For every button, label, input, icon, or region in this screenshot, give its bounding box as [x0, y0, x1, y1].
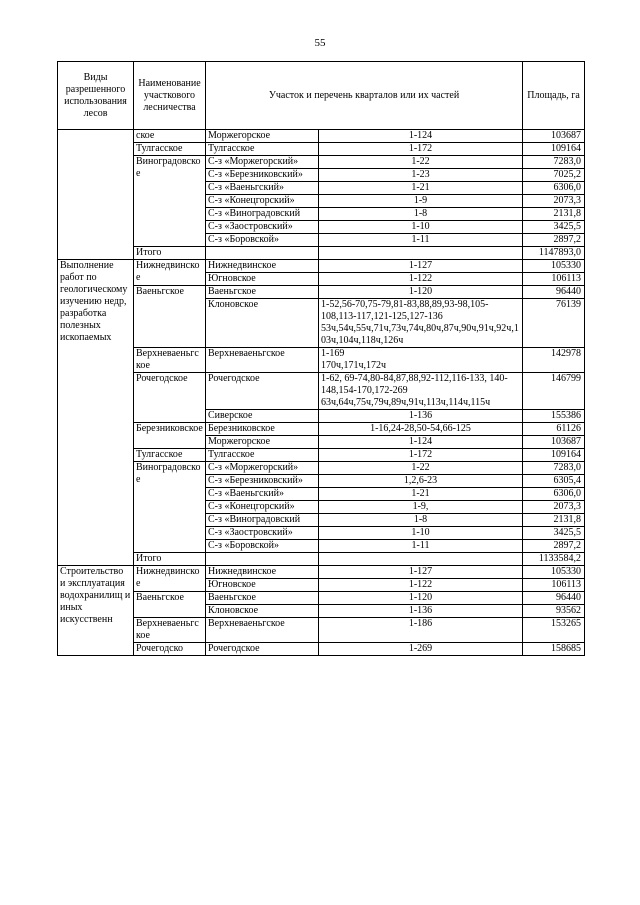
table-row: [58, 618, 585, 643]
forestry-cell: Нижнедвинское: [134, 260, 206, 286]
table-row: [58, 462, 585, 475]
area-cell: 96440: [523, 286, 585, 299]
plot-cell: Ваеньгское: [206, 592, 319, 605]
plot-cell: Верхневаеньгское: [206, 618, 319, 643]
quarters-cell: 1-122: [319, 273, 523, 286]
table-row: [58, 566, 585, 579]
use-type-cell: [58, 130, 134, 260]
area-cell: 106113: [523, 273, 585, 286]
area-cell: 2073,3: [523, 195, 585, 208]
table-row: [58, 449, 585, 462]
plot-cell: С-з «Боровской»: [206, 234, 319, 247]
plot-cell: Березниковское: [206, 423, 319, 436]
plot-cell: Рочегодское: [206, 643, 319, 656]
plot-cell: С-з «Конецгорский»: [206, 195, 319, 208]
area-cell: 105330: [523, 566, 585, 579]
forestry-cell: Тулгасское: [134, 143, 206, 156]
plot-cell: Моржегорское: [206, 130, 319, 143]
forestry-cell: ское: [134, 130, 206, 143]
plot-cell: С-з «Боровской»: [206, 540, 319, 553]
use-type-cell: Выполнение работ по геологическому изучению недр, разработка полезных ископаемых: [58, 260, 134, 566]
area-cell: 105330: [523, 260, 585, 273]
empty-cell: [319, 247, 523, 260]
quarters-cell: 1-10: [319, 527, 523, 540]
table-row: [58, 643, 585, 656]
quarters-cell: 1-22: [319, 156, 523, 169]
table-row: [58, 156, 585, 169]
total-row: [58, 247, 585, 260]
table-row: [58, 286, 585, 299]
area-cell: 2897,2: [523, 540, 585, 553]
quarters-cell: 1-124: [319, 436, 523, 449]
quarters-cell: 1-127: [319, 260, 523, 273]
forestry-cell: Виноградовское: [134, 462, 206, 553]
empty-cell: [206, 553, 319, 566]
area-cell: 153265: [523, 618, 585, 643]
quarters-cell: 1-127: [319, 566, 523, 579]
forestry-cell: Рочегодское: [134, 373, 206, 423]
plot-cell: С-з «Моржегорский»: [206, 462, 319, 475]
quarters-cell: 1-8: [319, 208, 523, 221]
table-header-row: [58, 62, 585, 130]
table-row: [58, 423, 585, 436]
plot-cell: Клоновское: [206, 299, 319, 348]
plot-cell: Югновское: [206, 273, 319, 286]
forest-use-table: [57, 61, 585, 656]
quarters-cell: 1-11: [319, 234, 523, 247]
use-type-cell: Строительство и эксплуатация водохранилищ и иных искусственн: [58, 566, 134, 656]
area-cell: 2131,8: [523, 514, 585, 527]
quarters-cell: 1-52,56-70,75-79,81-83,88,89,93-98,105-108,113-117,121-125,127-136 53ч,54ч,55ч,71ч,73ч,74ч,80ч,87ч,90ч,91ч,92ч,103ч,104ч,118ч,126ч: [319, 299, 523, 348]
quarters-cell: 1-120: [319, 286, 523, 299]
table-row: [58, 592, 585, 605]
quarters-cell: 1-136: [319, 410, 523, 423]
plot-cell: Тулгасское: [206, 449, 319, 462]
quarters-cell: 1-122: [319, 579, 523, 592]
forestry-cell: Ваеньгское: [134, 286, 206, 348]
plot-cell: С-з «Виноградовский: [206, 208, 319, 221]
area-cell: 7025,2: [523, 169, 585, 182]
area-cell: 2073,3: [523, 501, 585, 514]
header-plot: Участок и перечень кварталов или их частей: [206, 62, 523, 130]
quarters-cell: 1,2,6-23: [319, 475, 523, 488]
quarters-cell: 1-186: [319, 618, 523, 643]
area-cell: 6305,4: [523, 475, 585, 488]
plot-cell: Рочегодское: [206, 373, 319, 410]
plot-cell: Моржегорское: [206, 436, 319, 449]
area-cell: 93562: [523, 605, 585, 618]
table-row: [58, 348, 585, 373]
quarters-cell: 1-120: [319, 592, 523, 605]
plot-cell: С-з «Ваеньгский»: [206, 488, 319, 501]
header-area: Площадь, га: [523, 62, 585, 130]
forestry-cell: Нижнедвинское: [134, 566, 206, 592]
area-cell: 6306,0: [523, 488, 585, 501]
quarters-cell: 1-21: [319, 488, 523, 501]
plot-cell: С-з «Конецгорский»: [206, 501, 319, 514]
table-row: [58, 260, 585, 273]
plot-cell: С-з «Виноградовский: [206, 514, 319, 527]
quarters-cell: 1-8: [319, 514, 523, 527]
total-label: Итого: [134, 553, 206, 566]
area-cell: 103687: [523, 436, 585, 449]
plot-cell: Тулгасское: [206, 143, 319, 156]
quarters-cell: 1-136: [319, 605, 523, 618]
quarters-cell: 1-172: [319, 449, 523, 462]
empty-cell: [319, 553, 523, 566]
quarters-cell: 1-21: [319, 182, 523, 195]
area-cell: 103687: [523, 130, 585, 143]
area-cell: 158685: [523, 643, 585, 656]
plot-cell: С-з «Заостровский»: [206, 527, 319, 540]
total-label: Итого: [134, 247, 206, 260]
total-value: 1133584,2: [523, 553, 585, 566]
forestry-cell: Верхневаеньгское: [134, 618, 206, 643]
quarters-cell: 1-22: [319, 462, 523, 475]
area-cell: 109164: [523, 143, 585, 156]
forestry-cell: Тулгасское: [134, 449, 206, 462]
forestry-cell: Березниковское: [134, 423, 206, 449]
total-value: 1147893,0: [523, 247, 585, 260]
area-cell: 142978: [523, 348, 585, 373]
plot-cell: С-з «Моржегорский»: [206, 156, 319, 169]
area-cell: 6306,0: [523, 182, 585, 195]
plot-cell: С-з «Ваеньгский»: [206, 182, 319, 195]
quarters-cell: 1-62, 69-74,80-84,87,88,92-112,116-133, 140-148,154-170,172-269 63ч,64ч,75ч,79ч,89ч,91ч,113ч,114ч,115ч: [319, 373, 523, 410]
area-cell: 96440: [523, 592, 585, 605]
area-cell: 76139: [523, 299, 585, 348]
plot-cell: С-з «Березниковский»: [206, 169, 319, 182]
quarters-cell: 1-169 170ч,171ч,172ч: [319, 348, 523, 373]
plot-cell: С-з «Березниковский»: [206, 475, 319, 488]
area-cell: 2897,2: [523, 234, 585, 247]
table-body: [58, 130, 585, 656]
quarters-cell: 1-11: [319, 540, 523, 553]
forestry-cell: Верхневаеньгское: [134, 348, 206, 373]
total-row: [58, 553, 585, 566]
area-cell: 155386: [523, 410, 585, 423]
plot-cell: Ваеньгское: [206, 286, 319, 299]
forestry-cell: Рочегодско: [134, 643, 206, 656]
table-row: [58, 373, 585, 410]
plot-cell: Верхневаеньгское: [206, 348, 319, 373]
quarters-cell: 1-16,24-28,50-54,66-125: [319, 423, 523, 436]
quarters-cell: 1-124: [319, 130, 523, 143]
quarters-cell: 1-172: [319, 143, 523, 156]
area-cell: 61126: [523, 423, 585, 436]
header-use-type: Виды разрешенного использования лесов: [58, 62, 134, 130]
quarters-cell: 1-23: [319, 169, 523, 182]
plot-cell: Клоновское: [206, 605, 319, 618]
area-cell: 7283,0: [523, 462, 585, 475]
plot-cell: Нижнедвинское: [206, 566, 319, 579]
quarters-cell: 1-9,: [319, 501, 523, 514]
table-row: [58, 143, 585, 156]
quarters-cell: 1-10: [319, 221, 523, 234]
area-cell: 3425,5: [523, 221, 585, 234]
quarters-cell: 1-269: [319, 643, 523, 656]
area-cell: 3425,5: [523, 527, 585, 540]
area-cell: 109164: [523, 449, 585, 462]
table-row: [58, 130, 585, 143]
quarters-cell: 1-9: [319, 195, 523, 208]
plot-cell: Нижнедвинское: [206, 260, 319, 273]
plot-cell: Сиверское: [206, 410, 319, 423]
area-cell: 7283,0: [523, 156, 585, 169]
area-cell: 106113: [523, 579, 585, 592]
area-cell: 146799: [523, 373, 585, 410]
empty-cell: [206, 247, 319, 260]
forestry-cell: Виноградовское: [134, 156, 206, 247]
header-forestry: Наименование участкового лесничества: [134, 62, 206, 130]
area-cell: 2131,8: [523, 208, 585, 221]
page-number: 55: [314, 37, 326, 49]
plot-cell: Югновское: [206, 579, 319, 592]
forestry-cell: Ваеньгское: [134, 592, 206, 618]
plot-cell: С-з «Заостровский»: [206, 221, 319, 234]
